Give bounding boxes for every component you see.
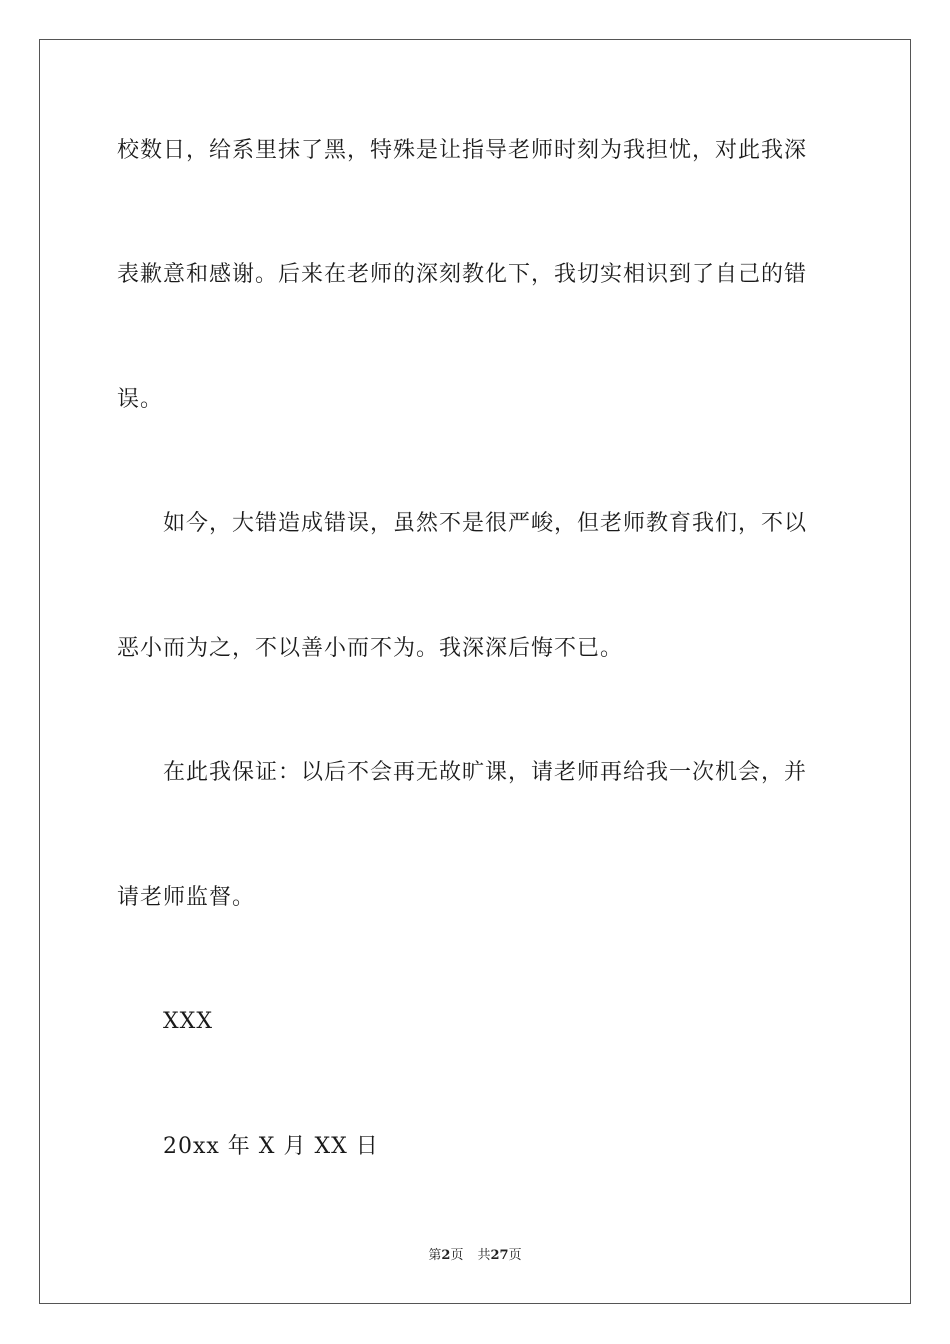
page-footer — [0, 1247, 950, 1265]
body-line-7: 请老师监督。 — [117, 885, 256, 910]
signature-date: 20xx 年 X 月 XX 日 — [163, 1134, 379, 1159]
total-prefix: 共 — [477, 1248, 491, 1263]
body-line-6: 在此我保证：以后不会再无故旷课，请老师再给我一次机会，并 — [163, 760, 808, 785]
page-number: 2 — [441, 1248, 451, 1263]
body-line-2: 表歉意和感谢。后来在老师的深刻教化下，我切实相识到了自己的错 — [117, 262, 808, 287]
total-pages: 27 — [490, 1248, 509, 1263]
body-line-5: 恶小而为之，不以善小而不为。我深深后悔不已。 — [117, 636, 624, 661]
total-suffix: 页 — [508, 1248, 522, 1263]
page-frame — [39, 39, 911, 1304]
body-line-1: 校数日，给系里抹了黑，特殊是让指导老师时刻为我担忧，对此我深 — [117, 138, 808, 163]
page-prefix: 第 — [428, 1248, 442, 1263]
body-line-3: 误。 — [117, 387, 164, 412]
body-line-4: 如今，大错造成错误，虽然不是很严峻，但老师教育我们，不以 — [163, 511, 808, 536]
signature-name: XXX — [163, 1009, 213, 1034]
page-suffix: 页 — [450, 1248, 464, 1263]
